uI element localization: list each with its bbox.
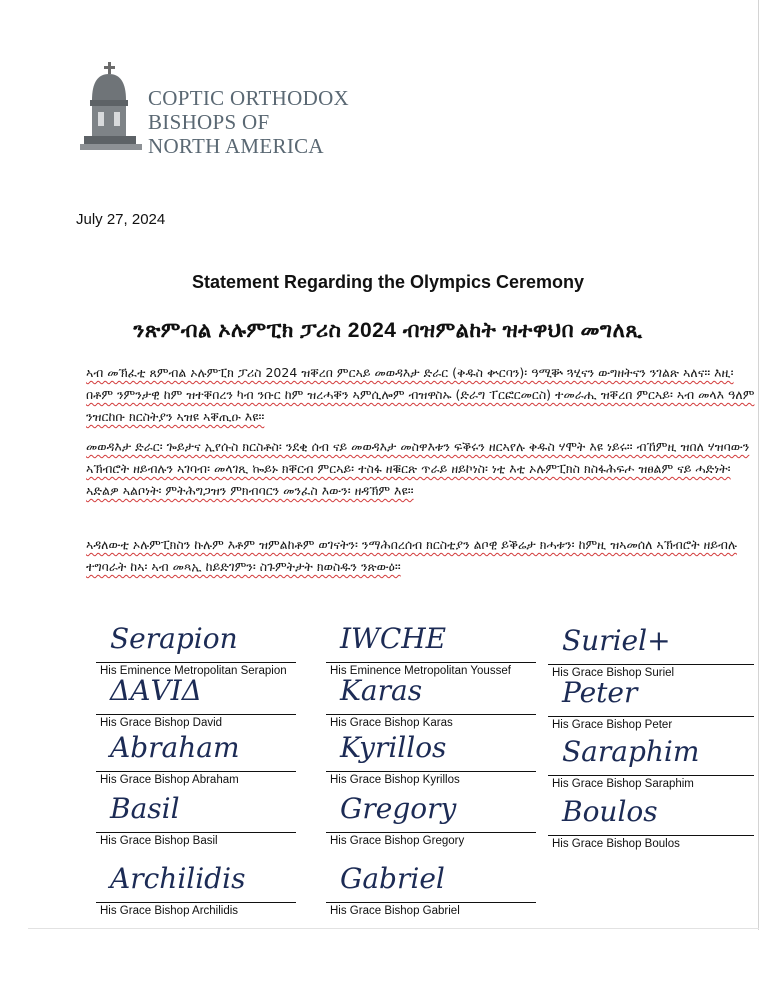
signatory-name: His Eminence Metropolitan Youssef <box>330 665 511 677</box>
signature-block <box>326 674 536 732</box>
page-edge <box>28 928 759 929</box>
signatory-name: His Grace Bishop Abraham <box>100 774 239 786</box>
page-edge <box>758 0 759 930</box>
signature-block <box>326 792 536 850</box>
signature-block <box>96 674 296 732</box>
signature-ink: Gregory <box>340 792 457 825</box>
signature-ink: ΔΑVΙΔ <box>110 674 202 707</box>
signature-ink: Serapion <box>110 622 238 655</box>
signature-ink: Saraphim <box>562 735 700 768</box>
church-dome-icon <box>78 60 144 160</box>
signatory-name: His Grace Bishop David <box>100 717 223 729</box>
signature-ink: Suriel+ <box>562 624 671 657</box>
signature-block <box>96 792 296 850</box>
signature-line <box>548 835 754 836</box>
signature-line <box>326 902 536 903</box>
signatory-name: His Grace Bishop Saraphim <box>552 778 694 790</box>
signature-block <box>326 731 536 789</box>
signature-ink: Karas <box>340 674 423 707</box>
signature-ink: Archilidis <box>110 862 246 895</box>
signature-block <box>326 622 536 680</box>
signature-line <box>96 662 296 663</box>
signature-ink: IWCHE <box>340 622 447 655</box>
signatory-name: His Grace Bishop Basil <box>100 835 218 847</box>
org-name-line: NORTH AMERICA <box>148 134 324 158</box>
signature-line <box>326 662 536 663</box>
statement-paragraph: መወዳእታ ድራር፡ ጐይታና ኢየሱስ ክርስቶስ፡ ንደቂ ሰብ ናይ መወዳእታ መስዋእቱን ፍቕሩን ዘርኣየሉ ቅዱስ ሃሞት እዩ ነይሩ። ብኸምዚ ዝበለ ሃዝባውን ኣኽብሮት ዘይብሉን ኣገባብ፡ መላገጺ ኰይኑ ክቐርብ ምርኣይ፡ ተስፋ ዘቑርጽ ጥራይ ዘይኮነስ፡ ነቲ እቲ ኦሉምፒክስ ክስፋሕፍሖ ዝፀልም ናይ ሓድነት፡ ኣድልዎ ኣልቦነት፡ ምትሕግጋዝን ምክብባርን መንፈስ እውን፡ ዘዳኽም እዩ። <box>86 439 750 498</box>
signature-line <box>96 714 296 715</box>
signature-line <box>326 714 536 715</box>
statement-paragraph: ኣዳለውቲ ኦሉምፒክስን ኩሉም እቶም ዝምልከቶም ወገናትን፡ ንማሕበረሰብ ክርስቲያን ልቦዊ ይቕሬታ ክሓቱን፡ ከምዚ ዝኣመሰለ ኣኽብሮት ዘይብሉ ተግባራት ከኣ፡ ኣብ መጻኢ ከይድገምን፡ ስጉምትታት ክወስዱን ንጽውዕ። <box>86 537 737 574</box>
statement-paragraph: ኣብ መኽፈቲ ጸምብል ኦሉምፒክ ፓሪስ 2024 ዝቐረበ ምርኣይ መወዳእታ ድራር (ቅዱስ ቍርባን)፡ ዓሚቝ ጓሂናን ውግዘትናን ንገልጽ ኣለና። እዚ፡ በቶም ንምንታዊ ከም ዝተቐበረን ካብ ንቡር ከም ዝረሓቐን ኣምሲሎም ብዝዋስኡ (ድራግ ፐርፎርመርስ) ተመራሒ ዝቐረበ ምርኣይ፡ ኣብ መላእ ዓለም ንዝርከቡ ክርስትያን ኣዝዩ ኣቐጢዑ እዩ። <box>86 365 755 424</box>
org-name-line: BISHOPS OF <box>148 110 270 134</box>
letter-date: July 27, 2024 <box>76 211 166 228</box>
signature-line <box>96 902 296 903</box>
signature-line <box>326 771 536 772</box>
signatory-name: His Grace Bishop Karas <box>330 717 453 729</box>
signature-ink: Boulos <box>562 795 658 828</box>
signature-block <box>548 624 754 682</box>
org-name-line: COPTIC ORTHODOX <box>148 86 349 110</box>
amharic-title: ንጽምብል ኦሉምፒክ ፓሪስ 2024 ብዝምልከት ዝተዋህበ መግለጺ <box>133 319 643 342</box>
signature-block <box>548 735 754 793</box>
signature-line <box>548 775 754 776</box>
signature-block <box>326 862 536 920</box>
signatory-name: His Grace Bishop Suriel <box>552 667 675 679</box>
signature-ink: Abraham <box>110 731 240 764</box>
letterhead-logo <box>78 60 378 160</box>
signature-block <box>96 862 296 920</box>
signatory-name: His Grace Bishop Kyrillos <box>330 774 460 786</box>
signature-block <box>548 676 754 734</box>
signatory-name: His Eminence Metropolitan Serapion <box>100 665 287 677</box>
statement-title: Statement Regarding the Olympics Ceremony <box>191 272 585 292</box>
signature-line <box>326 832 536 833</box>
signature-line <box>548 664 754 665</box>
signatory-name: His Grace Bishop Gabriel <box>330 905 460 917</box>
signatory-name: His Grace Bishop Boulos <box>552 838 680 850</box>
signature-ink: Gabriel <box>340 862 445 895</box>
signature-ink: Basil <box>110 792 180 825</box>
signature-block <box>96 731 296 789</box>
signature-ink: Kyrillos <box>340 731 447 764</box>
signature-line <box>96 771 296 772</box>
signature-line <box>548 716 754 717</box>
signature-block <box>96 622 296 680</box>
signatory-name: His Grace Bishop Archilidis <box>100 905 239 917</box>
signature-block <box>548 795 754 853</box>
signatory-name: His Grace Bishop Peter <box>552 719 673 731</box>
signatory-name: His Grace Bishop Gregory <box>330 835 465 847</box>
signature-ink: Peter <box>562 676 638 709</box>
signature-line <box>96 832 296 833</box>
